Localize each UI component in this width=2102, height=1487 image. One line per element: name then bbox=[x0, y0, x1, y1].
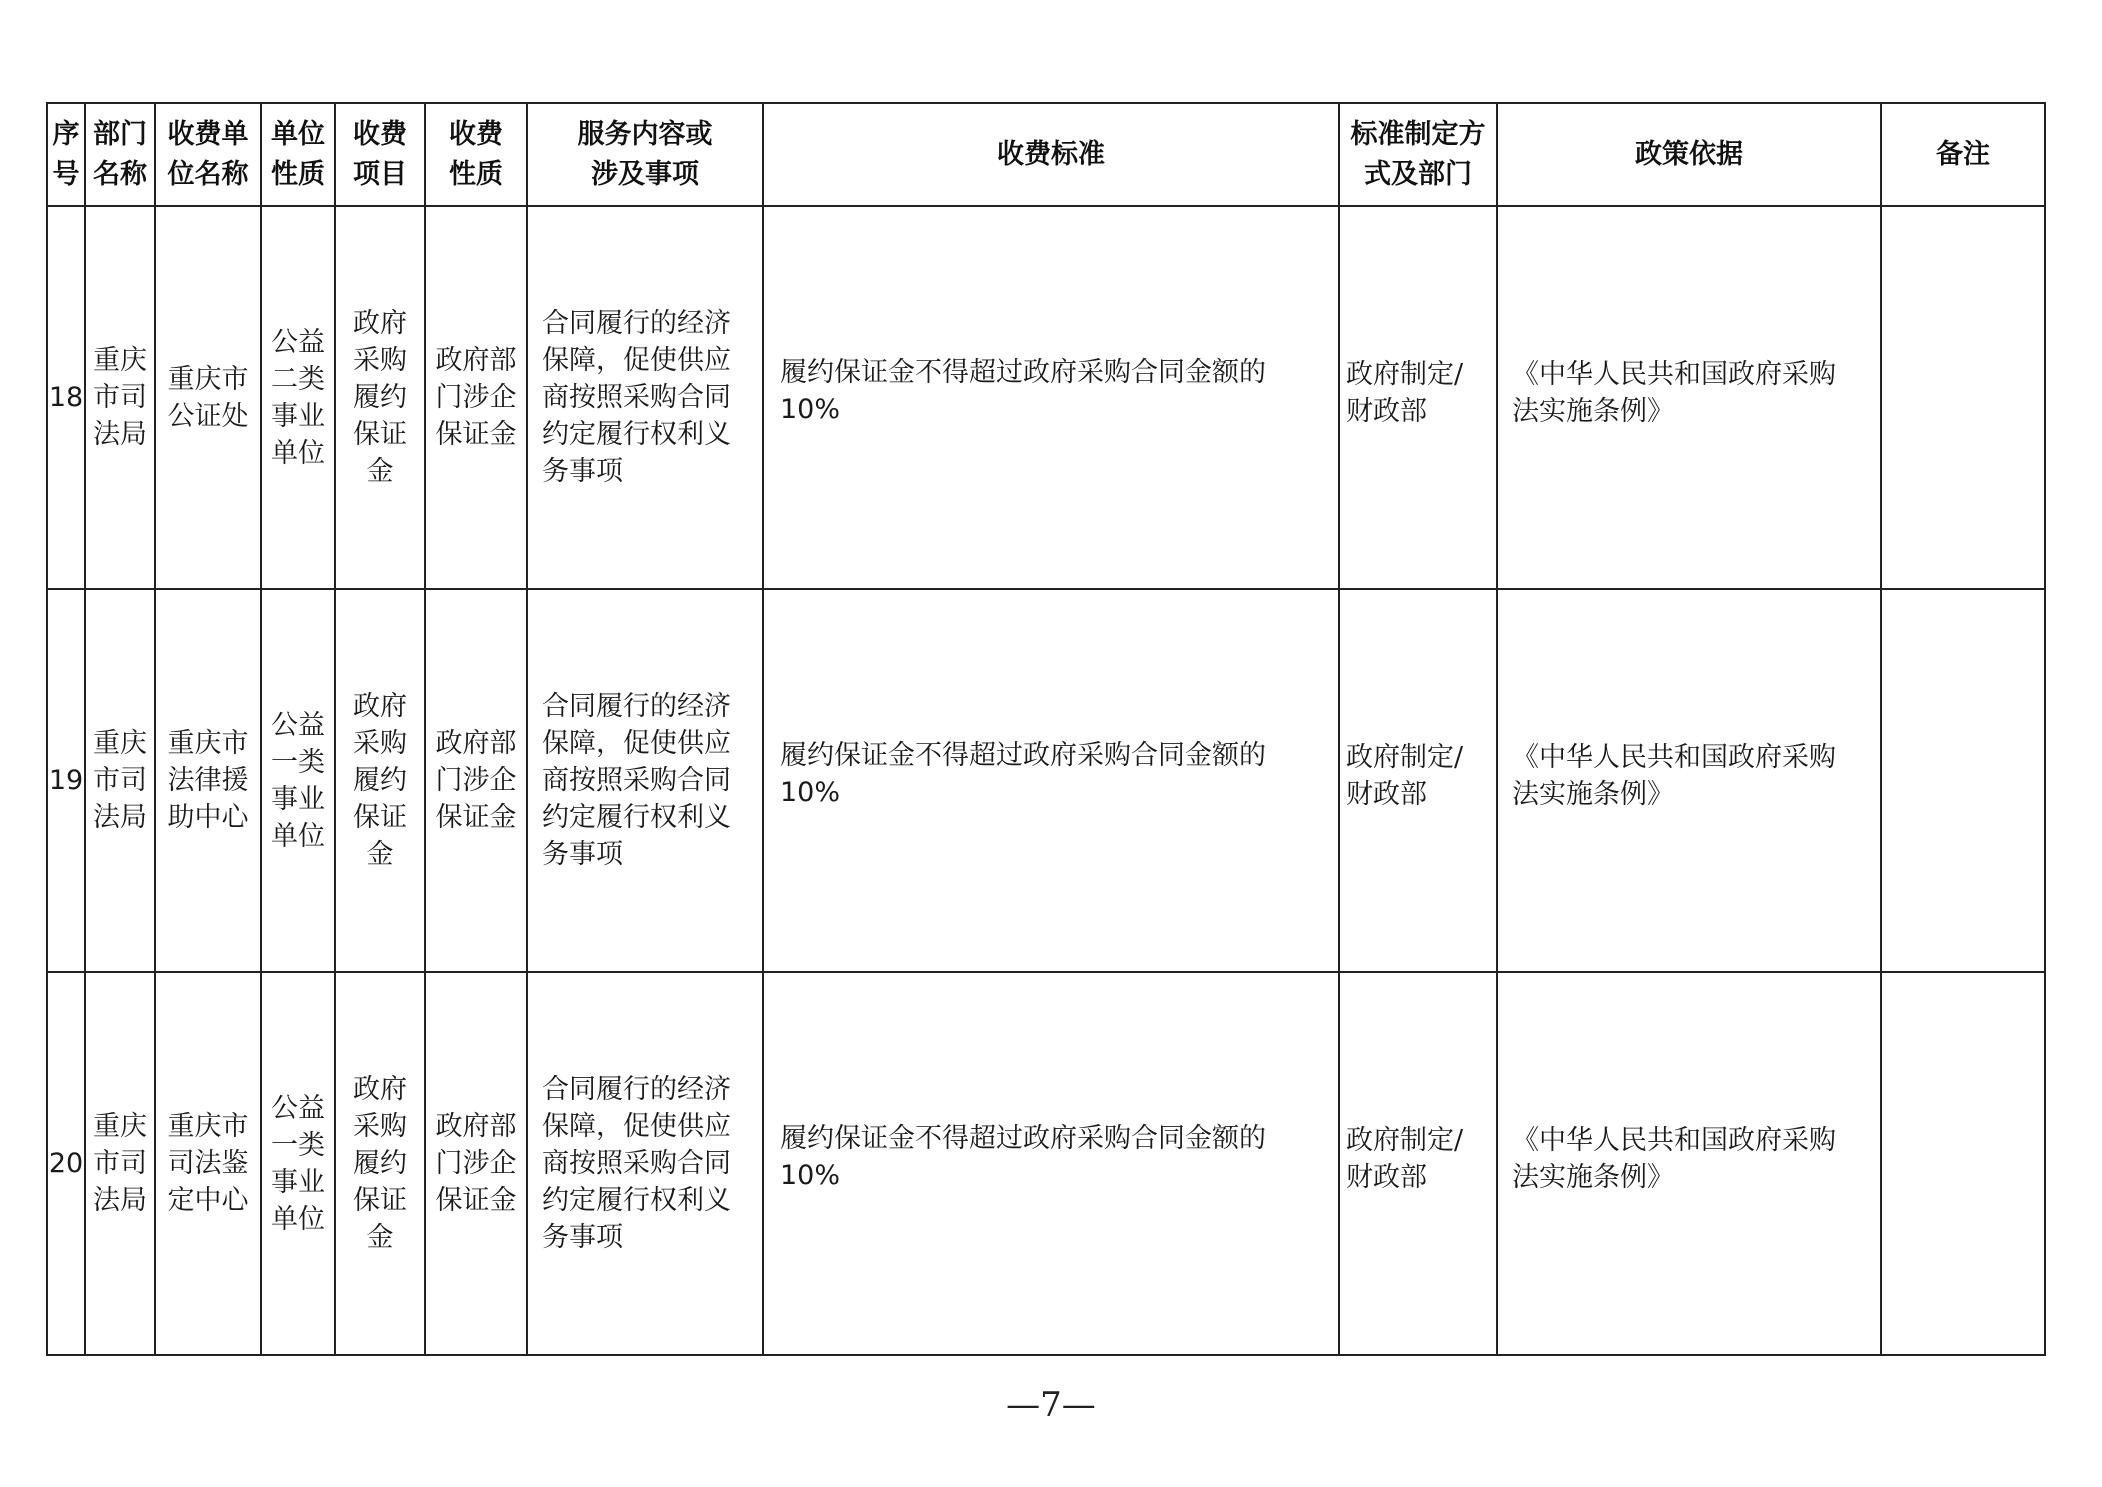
row-method bbox=[1339, 972, 1497, 1355]
row-seq: 20 bbox=[47, 972, 85, 1355]
row-item bbox=[335, 206, 425, 589]
row-remark bbox=[1881, 972, 2045, 1355]
row-basis bbox=[1497, 589, 1881, 972]
row-seq: 19 bbox=[47, 589, 85, 972]
header-fee-nature bbox=[425, 103, 527, 206]
header-seq bbox=[47, 103, 85, 206]
row-basis-text: 《中华人民共和国政府采购法实施条例》 bbox=[1512, 1124, 1836, 1193]
row-seq: 18 bbox=[47, 206, 85, 589]
header-dept-label: 部门名称 bbox=[93, 118, 147, 190]
row-dept-text: 重庆市司法局 bbox=[93, 728, 147, 833]
row-method-text: 政府制定/财政部 bbox=[1346, 1124, 1464, 1193]
row-standard-text: 履约保证金不得超过政府采购合同金额的 bbox=[780, 356, 1266, 388]
header-content-label: 服务内容或涉及事项 bbox=[577, 118, 713, 190]
row-method bbox=[1339, 206, 1497, 589]
row-unit bbox=[155, 206, 261, 589]
row-content bbox=[527, 206, 763, 589]
row-content bbox=[527, 972, 763, 1355]
page-number: —7— bbox=[1006, 1385, 1096, 1425]
header-dept bbox=[85, 103, 155, 206]
table-row bbox=[47, 972, 2045, 1355]
row-unit bbox=[155, 589, 261, 972]
row-basis bbox=[1497, 972, 1881, 1355]
row-fee-nature bbox=[425, 972, 527, 1355]
table-row bbox=[47, 589, 2045, 972]
row-nature bbox=[261, 589, 335, 972]
fee-schedule-table bbox=[46, 102, 2046, 1356]
row-fee-nature bbox=[425, 589, 527, 972]
row-remark bbox=[1881, 206, 2045, 589]
row-item bbox=[335, 589, 425, 972]
header-content bbox=[527, 103, 763, 206]
row-nature-text: 公益一类事业单位 bbox=[271, 709, 325, 852]
row-standard-percent: 10% bbox=[780, 393, 841, 425]
row-unit-text: 重庆市法律援助中心 bbox=[167, 728, 249, 833]
header-nature bbox=[261, 103, 335, 206]
row-fee-nature-text: 政府部门涉企保证金 bbox=[435, 1111, 517, 1216]
header-nature-label: 单位性质 bbox=[271, 118, 325, 190]
header-remark bbox=[1881, 103, 2045, 206]
header-method-label: 标准制定方式及部门 bbox=[1350, 118, 1486, 190]
row-method-text: 政府制定/财政部 bbox=[1346, 741, 1464, 810]
row-method bbox=[1339, 589, 1497, 972]
table-row bbox=[47, 206, 2045, 589]
row-fee-nature-text: 政府部门涉企保证金 bbox=[435, 345, 517, 450]
header-item bbox=[335, 103, 425, 206]
header-standard bbox=[763, 103, 1339, 206]
row-item-text: 政府采购履约保证金 bbox=[353, 1074, 407, 1253]
row-dept-text: 重庆市司法局 bbox=[93, 1111, 147, 1216]
row-fee-nature-text: 政府部门涉企保证金 bbox=[435, 728, 517, 833]
row-content bbox=[527, 589, 763, 972]
row-nature bbox=[261, 206, 335, 589]
row-dept bbox=[85, 206, 155, 589]
row-dept-text: 重庆市司法局 bbox=[93, 345, 147, 450]
row-fee-nature bbox=[425, 206, 527, 589]
row-content-text: 合同履行的经济保障，促使供应商按照采购合同约定履行权利义务事项 bbox=[542, 308, 731, 487]
header-seq-label: 序号 bbox=[52, 118, 80, 190]
row-nature-text: 公益二类事业单位 bbox=[271, 326, 325, 469]
row-item-text: 政府采购履约保证金 bbox=[353, 691, 407, 870]
row-standard-text: 履约保证金不得超过政府采购合同金额的 bbox=[780, 739, 1266, 771]
row-method-text: 政府制定/财政部 bbox=[1346, 358, 1464, 427]
row-unit-text: 重庆市司法鉴定中心 bbox=[167, 1111, 249, 1216]
row-unit-text: 重庆市公证处 bbox=[167, 363, 249, 432]
header-fee-nature-label: 收费性质 bbox=[449, 118, 503, 190]
row-standard-text: 履约保证金不得超过政府采购合同金额的 bbox=[780, 1122, 1266, 1154]
header-unit-label: 收费单位名称 bbox=[167, 118, 249, 190]
header-item-label: 收费项目 bbox=[353, 118, 407, 190]
header-unit bbox=[155, 103, 261, 206]
fee-schedule-page bbox=[46, 102, 2044, 1356]
row-standard-percent: 10% bbox=[780, 776, 841, 808]
header-basis-label: 政策依据 bbox=[1635, 138, 1743, 170]
row-dept bbox=[85, 972, 155, 1355]
row-standard bbox=[763, 972, 1339, 1355]
row-standard-percent: 10% bbox=[780, 1159, 841, 1191]
row-basis bbox=[1497, 206, 1881, 589]
row-standard bbox=[763, 589, 1339, 972]
row-unit bbox=[155, 972, 261, 1355]
row-content-text: 合同履行的经济保障，促使供应商按照采购合同约定履行权利义务事项 bbox=[542, 691, 731, 870]
row-remark bbox=[1881, 589, 2045, 972]
header-method bbox=[1339, 103, 1497, 206]
header-remark-label: 备注 bbox=[1936, 138, 1990, 170]
row-dept bbox=[85, 589, 155, 972]
header-basis bbox=[1497, 103, 1881, 206]
row-basis-text: 《中华人民共和国政府采购法实施条例》 bbox=[1512, 358, 1836, 427]
header-standard-label: 收费标准 bbox=[997, 138, 1105, 170]
row-item bbox=[335, 972, 425, 1355]
row-standard bbox=[763, 206, 1339, 589]
row-nature-text: 公益一类事业单位 bbox=[271, 1092, 325, 1235]
row-content-text: 合同履行的经济保障，促使供应商按照采购合同约定履行权利义务事项 bbox=[542, 1074, 731, 1253]
row-item-text: 政府采购履约保证金 bbox=[353, 308, 407, 487]
row-basis-text: 《中华人民共和国政府采购法实施条例》 bbox=[1512, 741, 1836, 810]
row-nature bbox=[261, 972, 335, 1355]
table-header-row bbox=[47, 103, 2045, 206]
